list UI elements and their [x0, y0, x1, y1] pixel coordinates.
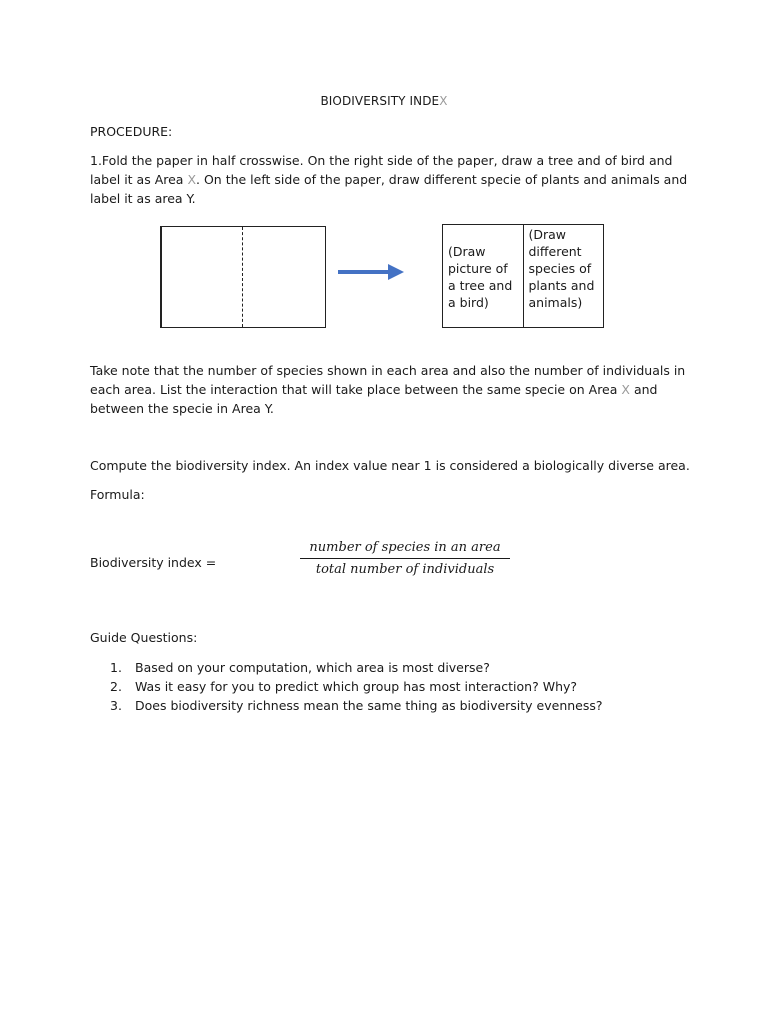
procedure-heading: PROCEDURE: — [90, 124, 173, 139]
procedure-step-1 — [90, 151, 690, 208]
compute-paragraph: Compute the biodiversity index. An index value near 1 is considered a biologically diverse area. — [90, 458, 690, 473]
question-number: 3. — [110, 698, 122, 713]
area-plants-animals-label: (Draw different species of plants and animals) — [528, 227, 595, 310]
area-plants-animals-cell — [523, 225, 604, 327]
question-number: 1. — [110, 660, 122, 675]
area-tree-bird-cell — [443, 225, 523, 327]
list-item — [110, 658, 670, 677]
note-area-x: X — [621, 382, 630, 397]
step1-text-2: . On the left side of the paper, draw different specie of plants and animals and label it as area Y. — [90, 172, 688, 206]
title-main: BIODIVERSITY INDE — [320, 94, 440, 108]
formula-label: Formula: — [90, 487, 145, 502]
question-text: Was it easy for you to predict which group has most interaction? Why? — [135, 679, 578, 694]
labeled-paper-diagram — [442, 224, 604, 328]
question-text: Does biodiversity richness mean the same thing as biodiversity evenness? — [135, 698, 603, 713]
question-text: Based on your computation, which area is most diverse? — [135, 660, 490, 675]
guide-questions-list — [110, 658, 670, 715]
formula-numerator: number of species in an area — [300, 540, 510, 559]
document-title — [0, 94, 768, 108]
area-tree-bird-label: (Draw picture of a tree and a bird) — [448, 244, 513, 310]
formula-fraction — [300, 540, 510, 577]
guide-questions-heading: Guide Questions: — [90, 630, 198, 645]
right-arrow-icon — [338, 262, 406, 285]
step1-area-x: X — [187, 172, 197, 187]
formula-denominator: total number of individuals — [315, 562, 495, 577]
question-number: 2. — [110, 679, 122, 694]
fold-line — [242, 227, 243, 327]
formula-lhs: Biodiversity index = — [90, 555, 217, 570]
note-text-2: and between the specie in Area Y. — [90, 382, 658, 416]
note-text-1: Take note that the number of species shown in each area and also the number of individuals in each area. List the interaction that will take place between the same specie on Area — [90, 363, 686, 397]
title-accent: X — [439, 94, 448, 108]
list-item — [110, 677, 670, 696]
step1-text-1: 1.Fold the paper in half crosswise. On the right side of the paper, draw a tree and of bird and label it as Area — [90, 153, 673, 187]
note-paragraph — [90, 361, 690, 418]
list-item — [110, 696, 670, 715]
folded-paper-diagram — [160, 226, 326, 328]
